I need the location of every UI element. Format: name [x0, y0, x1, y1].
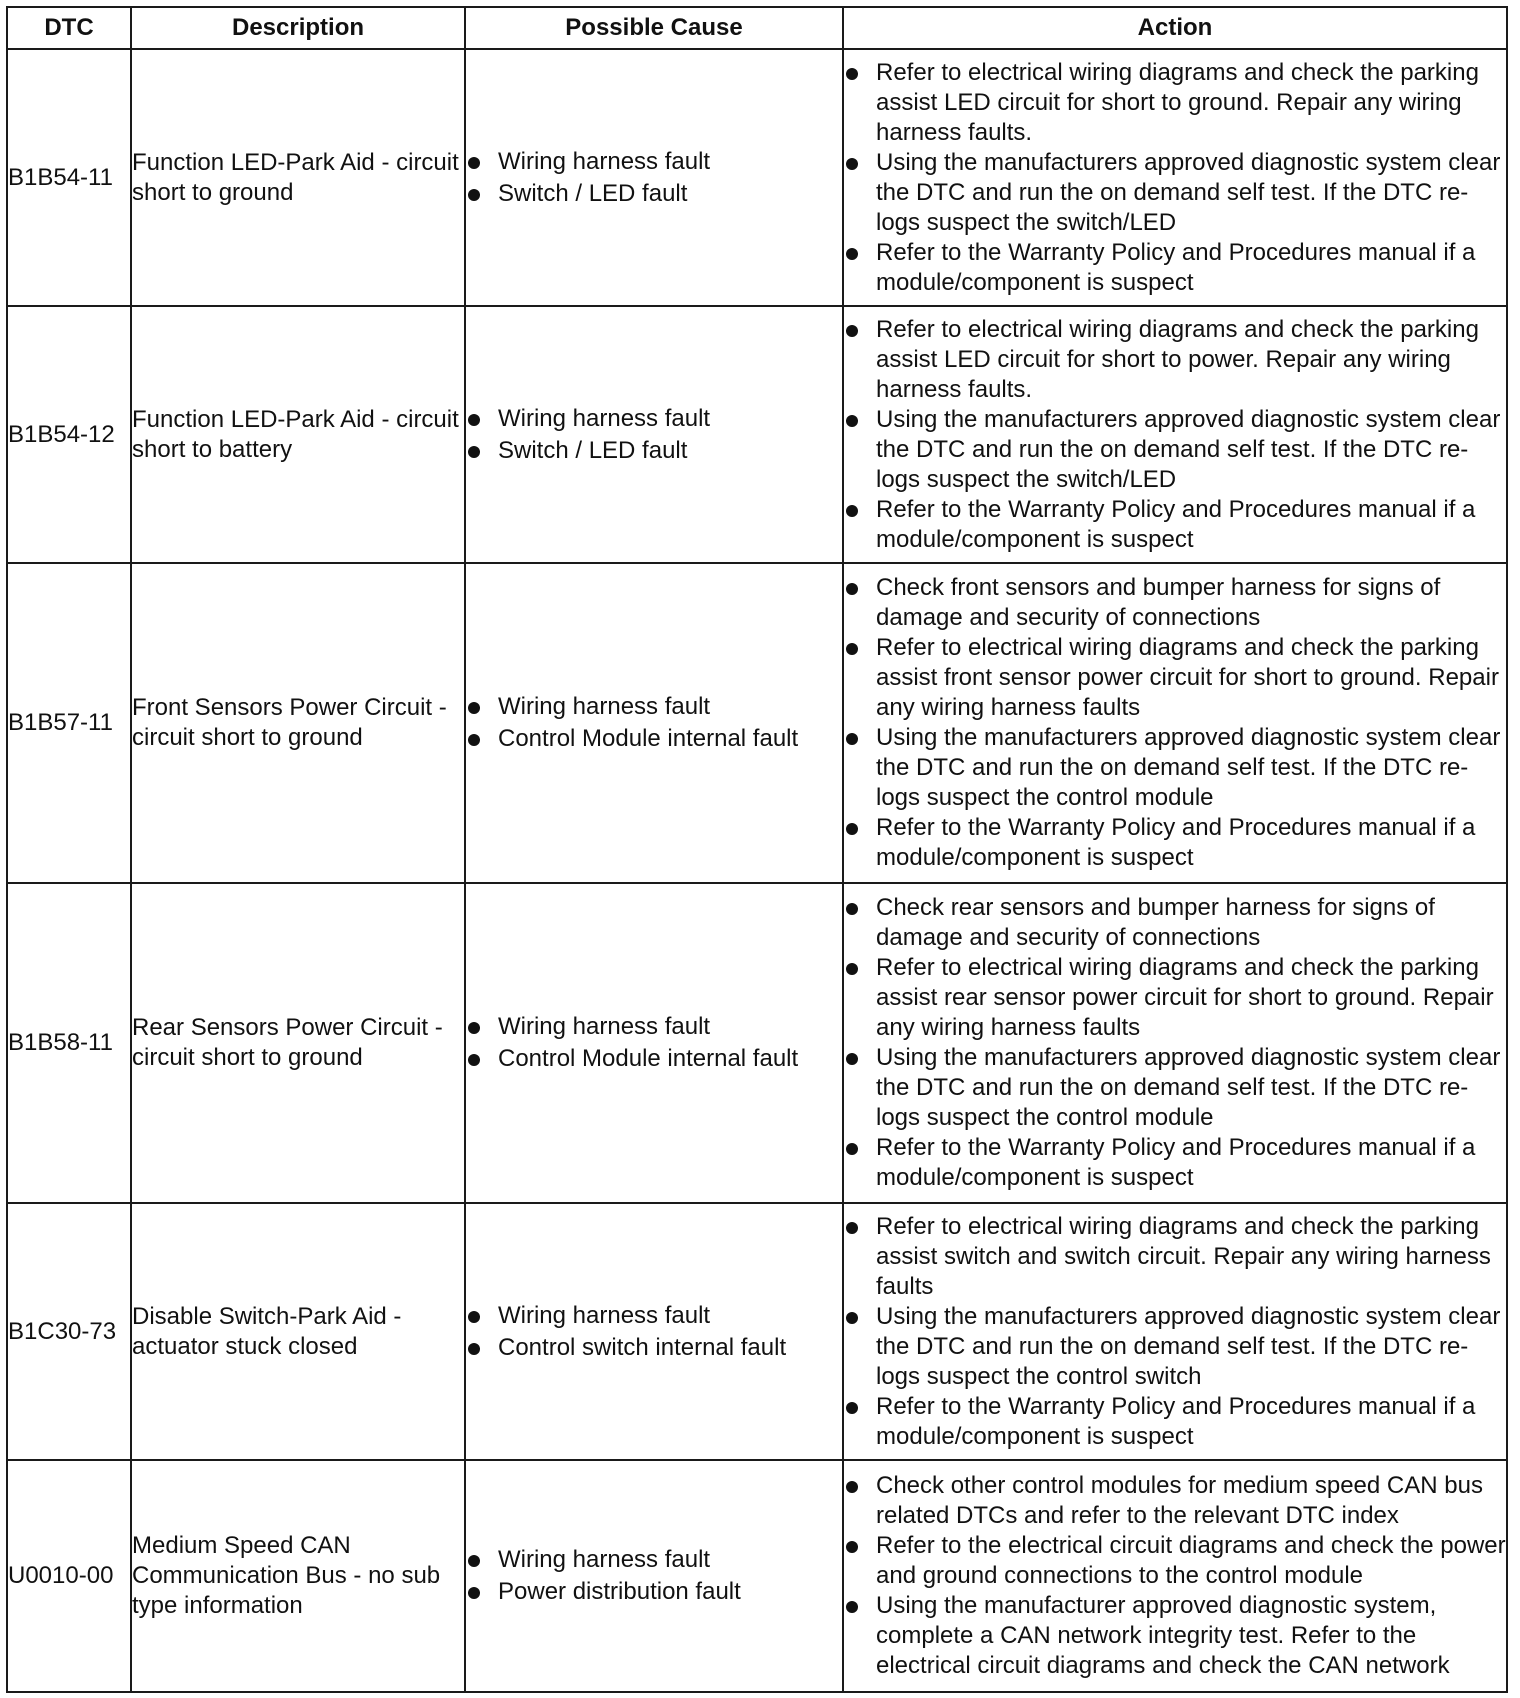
- table-row: [7, 1203, 1507, 1460]
- action-item: Refer to electrical wiring diagrams and check the parking assist rear sensor power circuit for short to ground. Repair any wiring harness faults: [844, 953, 1506, 1043]
- cause-item: Wiring harness fault: [466, 1300, 842, 1332]
- dtc-code: B1B58-11: [7, 883, 131, 1203]
- cause-item: Power distribution fault: [466, 1576, 842, 1608]
- table-row: [7, 883, 1507, 1203]
- action-item: Refer to the Warranty Policy and Procedures manual if a module/component is suspect: [844, 238, 1506, 298]
- action-list: [844, 315, 1506, 555]
- action-item: Using the manufacturers approved diagnostic system clear the DTC and run the on demand self test. If the DTC re-logs suspect the control module: [844, 1043, 1506, 1133]
- action-cell: [843, 883, 1507, 1203]
- action-item: Refer to the Warranty Policy and Procedures manual if a module/component is suspect: [844, 495, 1506, 555]
- action-cell: [843, 49, 1507, 306]
- cause-item: Wiring harness fault: [466, 1011, 842, 1043]
- action-item: Refer to the Warranty Policy and Procedures manual if a module/component is suspect: [844, 1133, 1506, 1193]
- cause-list: [466, 1300, 842, 1364]
- dtc-description: Function LED-Park Aid - circuit short to ground: [131, 49, 465, 306]
- action-item: Using the manufacturers approved diagnostic system clear the DTC and run the on demand self test. If the DTC re-logs suspect the control module: [844, 723, 1506, 813]
- possible-cause-cell: [465, 306, 843, 563]
- action-item: Using the manufacturer approved diagnostic system, complete a CAN network integrity test. Refer to the electrical circuit diagrams and check the CAN network: [844, 1591, 1506, 1681]
- action-cell: [843, 306, 1507, 563]
- action-list: [844, 1471, 1506, 1681]
- dtc-description: Function LED-Park Aid - circuit short to battery: [131, 306, 465, 563]
- header-row: [7, 7, 1507, 49]
- cause-list: [466, 1011, 842, 1075]
- action-item: Refer to electrical wiring diagrams and check the parking assist front sensor power circuit for short to ground. Repair any wiring harness faults: [844, 633, 1506, 723]
- cause-item: Wiring harness fault: [466, 691, 842, 723]
- possible-cause-cell: [465, 1460, 843, 1692]
- table-row: [7, 563, 1507, 883]
- action-item: Refer to the Warranty Policy and Procedures manual if a module/component is suspect: [844, 1392, 1506, 1452]
- dtc-code: U0010-00: [7, 1460, 131, 1692]
- cause-item: Control switch internal fault: [466, 1332, 842, 1364]
- cause-item: Wiring harness fault: [466, 403, 842, 435]
- dtc-code: B1B54-12: [7, 306, 131, 563]
- header-dtc: DTC: [7, 7, 131, 49]
- table-row: [7, 1460, 1507, 1692]
- possible-cause-cell: [465, 563, 843, 883]
- action-item: Refer to the electrical circuit diagrams and check the power and ground connections to the control module: [844, 1531, 1506, 1591]
- action-list: [844, 893, 1506, 1193]
- dtc-code: B1B57-11: [7, 563, 131, 883]
- header-action: Action: [843, 7, 1507, 49]
- cause-list: [466, 1544, 842, 1608]
- cause-item: Control Module internal fault: [466, 723, 842, 755]
- action-list: [844, 58, 1506, 298]
- action-list: [844, 573, 1506, 873]
- possible-cause-cell: [465, 1203, 843, 1460]
- dtc-code: B1B54-11: [7, 49, 131, 306]
- dtc-description: Disable Switch-Park Aid - actuator stuck closed: [131, 1203, 465, 1460]
- action-item: Check other control modules for medium speed CAN bus related DTCs and refer to the relevant DTC index: [844, 1471, 1506, 1531]
- action-cell: [843, 1203, 1507, 1460]
- cause-item: Control Module internal fault: [466, 1043, 842, 1075]
- dtc-code: B1C30-73: [7, 1203, 131, 1460]
- action-item: Using the manufacturers approved diagnostic system clear the DTC and run the on demand self test. If the DTC re-logs suspect the switch/LED: [844, 148, 1506, 238]
- dtc-table: [6, 6, 1508, 1693]
- table-row: [7, 306, 1507, 563]
- action-item: Refer to the Warranty Policy and Procedures manual if a module/component is suspect: [844, 813, 1506, 873]
- action-item: Check front sensors and bumper harness for signs of damage and security of connections: [844, 573, 1506, 633]
- action-list: [844, 1212, 1506, 1452]
- possible-cause-cell: [465, 883, 843, 1203]
- cause-list: [466, 691, 842, 755]
- action-cell: [843, 563, 1507, 883]
- header-description: Description: [131, 7, 465, 49]
- dtc-description: Rear Sensors Power Circuit - circuit short to ground: [131, 883, 465, 1203]
- possible-cause-cell: [465, 49, 843, 306]
- action-item: Refer to electrical wiring diagrams and check the parking assist switch and switch circuit. Repair any wiring harness faults: [844, 1212, 1506, 1302]
- header-possible-cause: Possible Cause: [465, 7, 843, 49]
- action-item: Check rear sensors and bumper harness for signs of damage and security of connections: [844, 893, 1506, 953]
- action-item: Using the manufacturers approved diagnostic system clear the DTC and run the on demand self test. If the DTC re-logs suspect the switch/LED: [844, 405, 1506, 495]
- cause-item: Wiring harness fault: [466, 146, 842, 178]
- cause-item: Switch / LED fault: [466, 435, 842, 467]
- action-item: Refer to electrical wiring diagrams and check the parking assist LED circuit for short to power. Repair any wiring harness faults.: [844, 315, 1506, 405]
- action-cell: [843, 1460, 1507, 1692]
- dtc-description: Front Sensors Power Circuit - circuit short to ground: [131, 563, 465, 883]
- cause-item: Switch / LED fault: [466, 178, 842, 210]
- dtc-description: Medium Speed CAN Communication Bus - no sub type information: [131, 1460, 465, 1692]
- action-item: Using the manufacturers approved diagnostic system clear the DTC and run the on demand self test. If the DTC re-logs suspect the control switch: [844, 1302, 1506, 1392]
- table-row: [7, 49, 1507, 306]
- cause-list: [466, 403, 842, 467]
- cause-item: Wiring harness fault: [466, 1544, 842, 1576]
- action-item: Refer to electrical wiring diagrams and check the parking assist LED circuit for short to ground. Repair any wiring harness faults.: [844, 58, 1506, 148]
- cause-list: [466, 146, 842, 210]
